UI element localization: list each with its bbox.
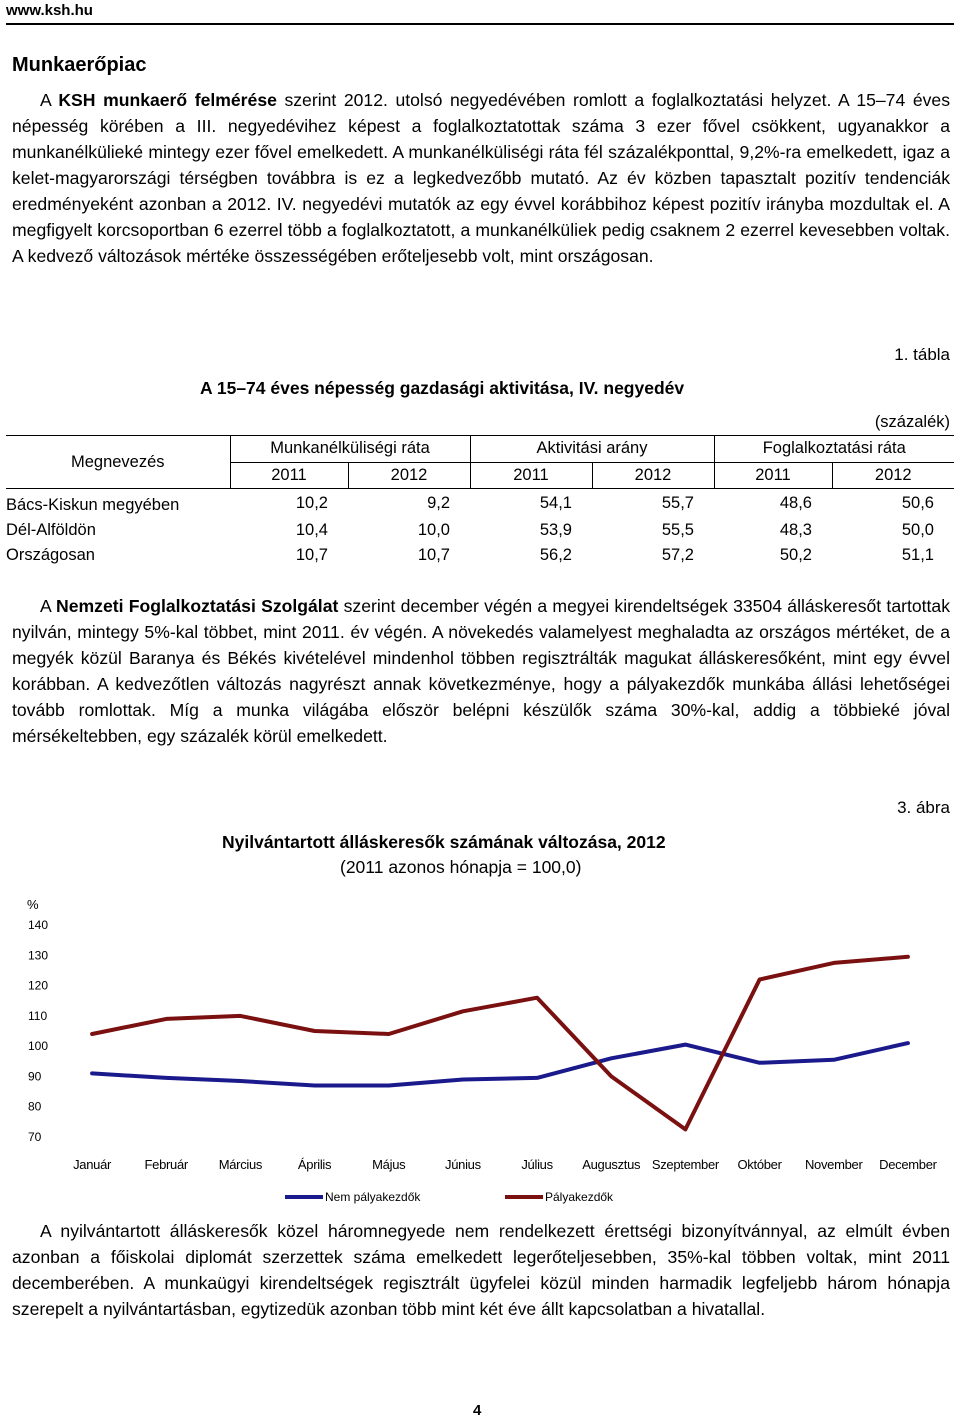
table-row — [6, 518, 954, 543]
table-cell: 55,5 — [661, 521, 694, 539]
page-number: 4 — [473, 1402, 482, 1419]
y-tick-label: 90 — [28, 1069, 42, 1084]
site-url[interactable]: www.ksh.hu — [6, 2, 93, 19]
section-title: Munkaerőpiac — [12, 54, 147, 76]
para1-start: A — [40, 90, 59, 110]
chart-title: Nyilvántartott álláskeresők számának változása, 2012 — [222, 832, 666, 852]
header-rule — [6, 23, 954, 25]
year-header: 2011 — [470, 462, 592, 489]
x-tick-label: Március — [218, 1157, 263, 1172]
table-cell: 10,0 — [417, 521, 450, 539]
table-cell: 48,6 — [779, 494, 812, 512]
row-label: Országosan — [6, 546, 95, 564]
table-row — [6, 543, 954, 568]
para1-bold: KSH munkaerő felmérése — [58, 90, 277, 110]
year-header: 2012 — [348, 462, 470, 489]
chart-legend — [285, 1190, 614, 1204]
x-tick-label: December — [879, 1157, 937, 1172]
year-header: 2012 — [832, 462, 954, 489]
group-header-unemployment: Munkanélküliségi ráta — [230, 436, 470, 463]
paragraph-3 — [12, 1218, 950, 1322]
x-tick-label: Szeptember — [651, 1157, 719, 1172]
chart-axes — [27, 897, 938, 1172]
paragraph-1 — [12, 87, 950, 269]
legend-label: Pályakezdők — [545, 1190, 614, 1204]
x-tick-label: Január — [73, 1157, 112, 1172]
table-cell: 10,7 — [417, 546, 450, 564]
x-tick-label: Július — [521, 1157, 553, 1172]
y-tick-label: 80 — [28, 1099, 42, 1114]
series-line — [92, 957, 908, 1130]
y-tick-label: 70 — [28, 1130, 42, 1144]
x-tick-label: Október — [737, 1157, 782, 1172]
table-unit: (százalék) — [874, 413, 950, 431]
para2-start: A — [40, 596, 57, 616]
table-cell: 48,3 — [779, 521, 812, 539]
year-header: 2011 — [230, 462, 348, 489]
chart-lines — [92, 957, 908, 1130]
y-tick-label: 130 — [28, 948, 49, 963]
table-cell: 10,2 — [295, 494, 328, 512]
group-header-activity: Aktivitási arány — [470, 436, 714, 463]
table-row — [6, 489, 954, 519]
line-chart — [0, 885, 960, 1215]
x-tick-label: Május — [372, 1157, 406, 1172]
table-cell: 57,2 — [661, 546, 694, 564]
table-number: 1. tábla — [894, 345, 950, 364]
para3-text: A nyilvántartott álláskeresők közel háromnegyede nem rendelkezett érettségi bizonyítvánnyal, az elmúlt évben azonban a főiskolai diplomát szerzettek száma emelkedett legerőteljesebben, 35%-kal többen voltak, mint 2011 decemberében. A munkaügyi kirendeltségek regisztrált ügyfelei közül minden harmadik legfeljebb három hónapja szerepelt a nyilvántartásban, egytizedük azonban több mint két éve állt kapcsolatban a hivatallal. — [12, 1221, 950, 1319]
x-tick-label: Augusztus — [582, 1157, 641, 1172]
paragraph-2 — [12, 593, 950, 749]
table-cell: 50,2 — [779, 546, 812, 564]
x-tick-label: Június — [445, 1157, 481, 1172]
x-tick-label: November — [804, 1157, 863, 1172]
table-title: A 15–74 éves népesség gazdasági aktivitása, IV. negyedév — [200, 378, 685, 398]
x-tick-label: Április — [297, 1157, 332, 1172]
para2-text: szerint december végén a megyei kirendeltségek 33504 álláskeresőt tartottak nyilván, mintegy 5%-kal többet, mint 2011. év végén. A növekedés valamelyest meghaladta az országos mértéket, de a megyék közül Baranya és Békés kivételével mindenhol többen regisztrálták magukat álláskeresőként, mint egy évvel korábban. A kedvezőtlen változás nagyrészt annak következménye, hogy a pályakezdők munkába állási lehetőségei tovább romlottak. Míg a munka világába először belépni készülők száma 30%-kal, addig a többieké jóval mérsékeltebben, egy százalék körül emelkedett. — [12, 596, 950, 746]
row-label: Bács-Kiskun megyében — [6, 496, 180, 514]
x-tick-label: Február — [144, 1157, 188, 1172]
table-cell: 10,7 — [295, 546, 328, 564]
table-cell: 50,6 — [901, 494, 934, 512]
figure-number: 3. ábra — [897, 798, 950, 817]
row-label: Dél-Alföldön — [6, 521, 96, 539]
y-tick-label: 110 — [28, 1008, 48, 1023]
table-cell: 51,1 — [901, 546, 934, 564]
table-cell: 53,9 — [539, 521, 572, 539]
y-tick-label: 100 — [28, 1039, 49, 1054]
activity-table — [6, 435, 954, 568]
table-cell: 10,4 — [295, 521, 328, 539]
table-cell: 54,1 — [539, 494, 572, 512]
table-cell: 56,2 — [539, 546, 572, 564]
table-cell: 9,2 — [427, 494, 450, 512]
y-tick-label: 140 — [28, 918, 49, 932]
row-header: Megnevezés — [6, 436, 230, 489]
legend-label: Nem pályakezdők — [325, 1190, 421, 1204]
series-line — [92, 1043, 908, 1085]
year-header: 2012 — [592, 462, 714, 489]
y-axis-label: % — [27, 897, 39, 912]
para2-bold: Nemzeti Foglalkoztatási Szolgálat — [56, 596, 339, 616]
y-tick-label: 120 — [28, 978, 49, 993]
group-header-employment: Foglalkoztatási ráta — [714, 436, 954, 463]
year-header: 2011 — [714, 462, 832, 489]
chart-subtitle: (2011 azonos hónapja = 100,0) — [340, 857, 582, 877]
table-cell: 50,0 — [901, 521, 934, 539]
para1-text: szerint 2012. utolsó negyedévében romlott a foglalkoztatási helyzet. A 15–74 éves népesség körében a III. negyedévihez képest a foglalkoztatottak száma 3 ezer fővel csökkent, ugyanakkor a munkanélkülieké mintegy ezer fővel emelkedett. A munkanélküliségi ráta fél százalékponttal, 9,2%-ra emelkedett, igaz a kelet-magyarországi térségben továbbra is ez a legkedvezőbb mutató. Az év közben tapasztalt pozitív tendenciák eredményeként azonban a 2012. IV. negyedévi mutatók az egy évvel korábbihoz képest pozitív irányba mozdultak el. A megfigyelt korcsoportban 6 ezerrel több a foglalkoztatott, a munkanélküliek pedig csaknem 2 ezerrel kevesebben voltak. A kedvező változások mértéke összességében erőteljesebb volt, mint országosan. — [12, 90, 950, 266]
table-cell: 55,7 — [661, 494, 694, 512]
